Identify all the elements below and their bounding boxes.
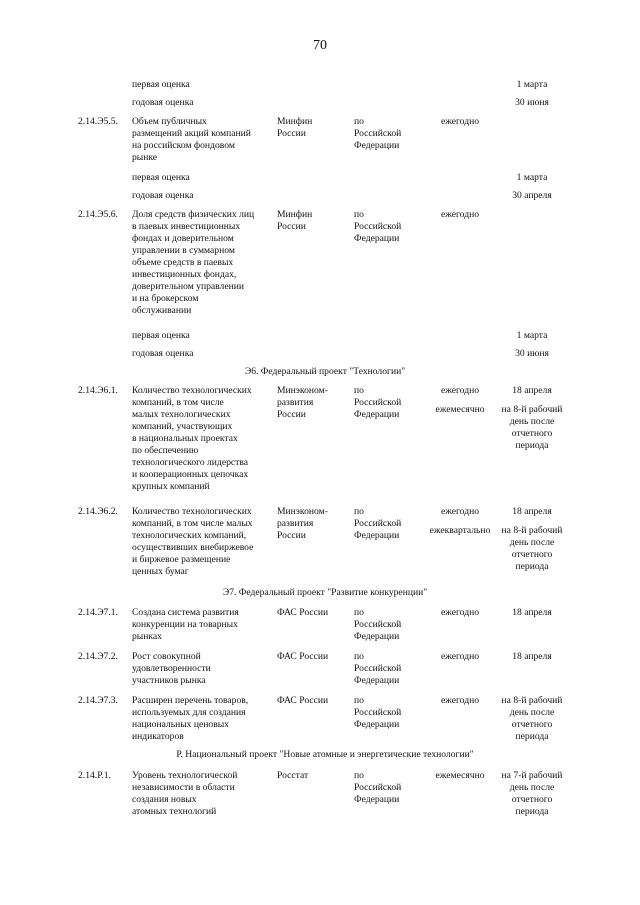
frequency: ежегодно xyxy=(440,506,480,517)
deadline-line: 18 апреля xyxy=(512,651,552,662)
territory-line: Федерации xyxy=(354,233,400,244)
deadline-line: день после xyxy=(509,782,555,793)
indicator-name-line: компаний, в том числе xyxy=(132,397,224,408)
row-annual-estimate-label: годовая оценка xyxy=(132,97,194,108)
row-annual-estimate-label: годовая оценка xyxy=(132,190,194,201)
deadline-line: день после xyxy=(509,416,555,427)
row-annual-estimate-deadline: 30 июня xyxy=(515,97,549,108)
deadline-line: 18 апреля xyxy=(512,607,552,618)
agency-line: России xyxy=(277,409,306,420)
frequency: ежегодно xyxy=(440,607,480,618)
territory-line: по xyxy=(354,506,364,517)
territory-line: Федерации xyxy=(354,140,400,151)
deadline-line: 18 апреля xyxy=(512,506,552,517)
indicator-name-line: Количество технологических xyxy=(132,506,252,517)
indicator-name-line: создания новых xyxy=(132,794,197,805)
territory-line: Федерации xyxy=(354,409,400,420)
indicator-name-line: доверительном управлении xyxy=(132,281,245,292)
indicator-name-line: Количество технологических xyxy=(132,385,252,396)
row-annual-estimate-label: годовая оценка xyxy=(132,348,194,359)
deadline-line: день после xyxy=(509,707,555,718)
indicator-code: 2.14.Э5.6. xyxy=(78,209,118,220)
indicator-name-line: осуществивших внебиржевое xyxy=(132,542,254,553)
indicator-name-line: компаний, в том числе малых xyxy=(132,518,253,529)
page-number: 70 xyxy=(313,38,327,53)
indicator-code: 2.14.Э7.1. xyxy=(78,607,118,618)
deadline-line: на 8-й рабочий xyxy=(501,404,563,415)
indicator-name-line: Рост совокупной xyxy=(132,651,201,662)
deadline-line: на 8-й рабочий xyxy=(501,525,563,536)
frequency: ежемесячно xyxy=(435,770,485,781)
indicator-name-line: конкуренции на товарных xyxy=(132,619,238,630)
agency-line: Минэконом- xyxy=(277,506,328,517)
territory-line: Российской xyxy=(354,619,402,630)
agency-line: ФАС России xyxy=(277,607,329,618)
territory-line: Российской xyxy=(354,128,402,139)
indicator-name-line: атомных технологий xyxy=(132,806,217,817)
indicator-name-line: индикаторов xyxy=(132,731,184,742)
deadline-line: отчетного xyxy=(511,428,553,439)
deadline-line: периода xyxy=(515,440,549,451)
frequency: ежегодно xyxy=(440,695,480,706)
territory-line: Российской xyxy=(354,707,402,718)
indicator-name-line: рынках xyxy=(132,631,162,642)
indicator-name-line: технологических компаний, xyxy=(132,530,247,541)
frequency: ежегодно xyxy=(440,209,480,220)
territory-line: по xyxy=(354,116,364,127)
row-first-estimate-deadline: 1 марта xyxy=(516,79,548,90)
territory-line: по xyxy=(354,385,364,396)
indicator-name-line: инвестиционных фондах, xyxy=(132,269,237,280)
territory-line: по xyxy=(354,607,364,618)
agency-line: Минэконом- xyxy=(277,385,328,396)
row-first-estimate-deadline: 1 марта xyxy=(516,172,548,183)
agency-line: Минфин xyxy=(277,116,313,127)
section-heading: Р. Национальный проект "Новые атомные и энергетические технологии" xyxy=(176,749,474,760)
indicator-name-line: и кооперационных цепочках xyxy=(132,469,249,480)
frequency: ежеквартально xyxy=(429,525,491,536)
frequency: ежегодно xyxy=(440,385,480,396)
indicator-name-line: ценных бумаг xyxy=(132,566,189,577)
indicator-name-line: удовлетворенности xyxy=(132,663,211,674)
territory-line: по xyxy=(354,770,364,781)
indicator-name-line: в паевых инвестиционных xyxy=(132,221,241,232)
indicator-name-line: участников рынка xyxy=(132,675,206,686)
indicator-name-line: по обеспечению xyxy=(132,445,199,456)
section-heading: Э7. Федеральный проект "Развитие конкуренции" xyxy=(222,587,428,598)
indicator-name-line: в национальных проектах xyxy=(132,433,238,444)
agency-line: России xyxy=(277,128,306,139)
territory-line: Российской xyxy=(354,663,402,674)
indicator-name-line: независимости в области xyxy=(132,782,235,793)
indicator-name-line: рынке xyxy=(132,152,158,163)
agency-line: развития xyxy=(277,518,314,529)
agency-line: ФАС России xyxy=(277,651,329,662)
territory-line: Федерации xyxy=(354,675,400,686)
agency-line: России xyxy=(277,530,306,541)
frequency: ежегодно xyxy=(440,116,480,127)
indicator-name-line: и биржевое размещение xyxy=(132,554,231,565)
row-first-estimate-label: первая оценка xyxy=(132,79,190,90)
deadline-line: на 8-й рабочий xyxy=(501,695,563,706)
territory-line: Российской xyxy=(354,221,402,232)
row-first-estimate-label: первая оценка xyxy=(132,330,190,341)
territory-line: Российской xyxy=(354,397,402,408)
territory-line: по xyxy=(354,695,364,706)
frequency: ежегодно xyxy=(440,651,480,662)
indicator-name-line: Доля средств физических лиц xyxy=(132,209,255,220)
indicator-name-line: Уровень технологической xyxy=(132,770,238,781)
agency-line: Минфин xyxy=(277,209,313,220)
indicator-name-line: крупных компаний xyxy=(132,481,210,492)
indicator-name-line: технологического лидерства xyxy=(132,457,248,468)
deadline-line: отчетного xyxy=(511,549,553,560)
deadline-line: периода xyxy=(515,731,549,742)
agency-line: России xyxy=(277,221,306,232)
territory-line: Российской xyxy=(354,518,402,529)
deadline-line: на 7-й рабочий xyxy=(501,770,563,781)
row-annual-estimate-deadline: 30 апреля xyxy=(512,190,552,201)
indicator-code: 2.14.Э6.2. xyxy=(78,506,118,517)
section-heading: Э6. Федеральный проект "Технологии" xyxy=(244,366,406,377)
territory-line: Федерации xyxy=(354,530,400,541)
indicator-name-line: Расширен перечень товаров, xyxy=(132,695,249,706)
territory-line: Федерации xyxy=(354,719,400,730)
indicator-name-line: национальных ценовых xyxy=(132,719,229,730)
frequency: ежемесячно xyxy=(435,404,485,415)
indicator-code: 2.14.Э6.1. xyxy=(78,385,118,396)
agency-line: ФАС России xyxy=(277,695,329,706)
indicator-name-line: используемых для создания xyxy=(132,707,246,718)
agency-line: Росстат xyxy=(277,770,309,781)
deadline-line: отчетного xyxy=(511,719,553,730)
indicator-name-line: компаний, участвующих xyxy=(132,421,233,432)
indicator-name-line: фондах и доверительном xyxy=(132,233,234,244)
territory-line: Федерации xyxy=(354,631,400,642)
deadline-line: 18 апреля xyxy=(512,385,552,396)
deadline-line: периода xyxy=(515,806,549,817)
indicator-name-line: на российском фондовом xyxy=(132,140,235,151)
indicator-code: 2.14.Э7.2. xyxy=(78,651,118,662)
indicator-name-line: объеме средств в паевых xyxy=(132,257,234,268)
indicator-code: 2.14.Э7.3. xyxy=(78,695,118,706)
indicator-code: 2.14.Э5.5. xyxy=(78,116,118,127)
indicator-name-line: Создана система развития xyxy=(132,607,239,618)
indicator-name-line: обслуживании xyxy=(132,305,192,316)
row-annual-estimate-deadline: 30 июня xyxy=(515,348,549,359)
row-first-estimate-label: первая оценка xyxy=(132,172,190,183)
deadline-line: периода xyxy=(515,561,549,572)
territory-line: по xyxy=(354,209,364,220)
indicator-name-line: Объем публичных xyxy=(132,116,207,127)
territory-line: Федерации xyxy=(354,794,400,805)
deadline-line: отчетного xyxy=(511,794,553,805)
agency-line: развития xyxy=(277,397,314,408)
indicator-code: 2.14.Р.1. xyxy=(78,770,111,781)
row-first-estimate-deadline: 1 марта xyxy=(516,330,548,341)
indicator-name-line: малых технологических xyxy=(132,409,231,420)
indicator-name-line: размещений акций компаний xyxy=(132,128,251,139)
deadline-line: день после xyxy=(509,537,555,548)
indicator-name-line: и на брокерском xyxy=(132,293,199,304)
territory-line: по xyxy=(354,651,364,662)
indicator-name-line: управлении в суммарном xyxy=(132,245,235,256)
territory-line: Российской xyxy=(354,782,402,793)
